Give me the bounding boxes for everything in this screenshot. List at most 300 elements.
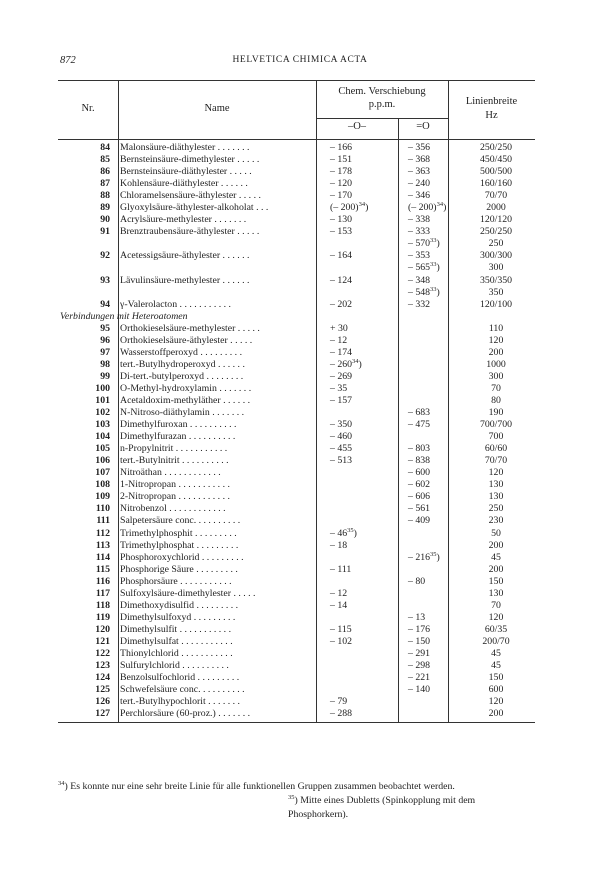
- table-row: [58, 455, 535, 467]
- compound-name: Glyoxylsäure-äthylester-alkoholat . . .: [120, 202, 269, 214]
- compound-name: n-Propylnitrit . . . . . . . . . . .: [120, 443, 228, 455]
- shift-eq-o-value: – 565: [408, 262, 431, 274]
- table-row: [58, 347, 535, 359]
- compound-number: 107: [95, 467, 110, 479]
- table-row: [58, 588, 535, 600]
- shift-eq-o-value: – 409: [408, 515, 431, 527]
- shift-eq-o-value: – 683: [408, 407, 431, 419]
- shift-o: [330, 323, 348, 335]
- shift-eq-o: [408, 226, 430, 238]
- table-row: [58, 648, 535, 660]
- shift-eq-o: [408, 503, 430, 515]
- footnote-ref-paren: ): [436, 238, 440, 250]
- linewidth: 200: [488, 563, 504, 575]
- linewidth: 70/70: [484, 455, 508, 467]
- linewidth: 60/35: [484, 623, 508, 635]
- linewidth: 120: [488, 467, 504, 479]
- compound-name: Acrylsäure-methylester . . . . . . .: [120, 214, 247, 226]
- shift-eq-o-value: – 356: [408, 142, 431, 153]
- compound-name: Dimethylsulfat . . . . . . . . . . .: [120, 635, 233, 647]
- linewidth: 70: [491, 382, 501, 394]
- linewidth: 45: [491, 647, 501, 659]
- compound-number: 106: [95, 455, 110, 467]
- linewidth: 500/500: [479, 166, 513, 178]
- table-row: [58, 383, 535, 395]
- compound-number: 87: [100, 178, 110, 190]
- table-row: [58, 672, 535, 684]
- shift-o-value: – 260: [330, 358, 353, 370]
- compound-name: Brenztraubensäure-äthylester . . . . .: [120, 226, 260, 238]
- shift-eq-o: [408, 612, 425, 624]
- compound-number: 103: [95, 419, 110, 431]
- compound-name: Lävulinsäure-methylester . . . . . .: [120, 274, 250, 286]
- section-row: [58, 311, 535, 323]
- shift-eq-o: [408, 262, 440, 274]
- table-row: [58, 552, 535, 564]
- shift-eq-o: [408, 479, 430, 491]
- shift-eq-o-value: – 150: [408, 635, 431, 647]
- compound-number: 94: [100, 298, 110, 310]
- footnote-text: ) Es konnte nur eine sehr breite Linie für alle funktionellen Gruppen zusammen beobachtet werden.: [64, 781, 455, 792]
- shift-o-value: – 14: [330, 599, 348, 611]
- table-row: [58, 178, 535, 190]
- header-linewidth: Linienbreite: [465, 96, 518, 107]
- shift-o-value: – 111: [330, 563, 352, 575]
- compound-name: tert.-Butylhydroperoxyd . . . . . .: [120, 358, 245, 370]
- shift-o-value: – 166: [330, 142, 353, 153]
- shift-o: [330, 178, 352, 190]
- compound-name: N-Nitroso-diäthylamin . . . . . . .: [120, 407, 245, 419]
- linewidth: 700/700: [479, 419, 513, 431]
- linewidth: 80: [491, 394, 501, 406]
- table-rows: [58, 140, 535, 722]
- shift-o-value: – 151: [330, 154, 353, 166]
- compound-number: 115: [95, 563, 110, 575]
- compound-name: Acetessigsäure-äthylester . . . . . .: [120, 250, 250, 262]
- table-row: [58, 395, 535, 407]
- compound-number: 113: [95, 539, 110, 551]
- header-linewidth-unit: Hz: [485, 110, 498, 121]
- shift-o: [330, 371, 352, 383]
- shift-eq-o: [408, 419, 430, 431]
- compound-number: 123: [95, 660, 110, 672]
- shift-o-value: – 269: [330, 370, 353, 382]
- shift-o: [330, 455, 352, 467]
- compound-number: 117: [95, 587, 110, 599]
- compound-name: Chloramelsensäure-äthylester . . . . .: [120, 190, 261, 202]
- footnote-ref: 35: [430, 550, 437, 558]
- table-row: [58, 708, 535, 720]
- footnote-ref: 33: [430, 285, 437, 293]
- shift-o: [330, 335, 347, 347]
- compound-name: Dimethylsulfoxyd . . . . . . . . .: [120, 611, 236, 623]
- linewidth: 50: [491, 527, 501, 539]
- compound-name: Dimethylfurazan . . . . . . . . . .: [120, 431, 236, 443]
- table-row: [58, 419, 535, 431]
- shift-o: [330, 347, 352, 359]
- shift-eq-o-value: – 140: [408, 684, 431, 696]
- linewidth: 230: [488, 515, 504, 527]
- footnote-mark: 34: [58, 780, 65, 787]
- compound-number: 120: [95, 623, 110, 635]
- shift-eq-o-value: – 221: [408, 672, 431, 684]
- compound-number: 96: [100, 334, 110, 346]
- shift-o-value: – 120: [330, 178, 353, 190]
- compound-number: 102: [95, 407, 110, 419]
- shift-o-value: – 170: [330, 190, 353, 202]
- compound-name: Kohlensäure-diäthylester . . . . . .: [120, 178, 248, 190]
- table-row: [58, 359, 535, 371]
- table-row: [58, 214, 535, 226]
- compound-name: Sulfurylchlorid . . . . . . . . . .: [120, 660, 229, 672]
- table-row: [58, 624, 535, 636]
- compound-number: 101: [95, 394, 110, 406]
- compound-number: 110: [95, 503, 110, 515]
- table-row: [58, 491, 535, 503]
- linewidth: 70: [491, 599, 501, 611]
- shift-eq-o-value: – 333: [408, 226, 431, 238]
- compound-name: Orthokieselsäure-äthylester . . . . .: [120, 334, 253, 346]
- table-row: [58, 528, 535, 540]
- linewidth: 600: [488, 684, 504, 696]
- shift-eq-o-value: – 570: [408, 238, 431, 250]
- shift-eq-o-value: – 548: [408, 286, 431, 298]
- footnote-ref-paren: ): [436, 262, 440, 274]
- shift-o-value: + 30: [330, 322, 348, 334]
- compound-name: 1-Nitropropan . . . . . . . . . . .: [120, 479, 230, 491]
- compound-number: 89: [100, 202, 110, 214]
- shift-o: [330, 696, 347, 708]
- compound-number: 126: [95, 696, 110, 708]
- table-row: [58, 275, 535, 287]
- shift-eq-o: [408, 202, 446, 214]
- table-row: [58, 467, 535, 479]
- shift-eq-o-value: – 13: [408, 611, 426, 623]
- linewidth: 350: [488, 286, 504, 298]
- shift-o-value: – 35: [330, 382, 348, 394]
- compound-number: 109: [95, 491, 110, 503]
- compound-name: O-Methyl-hydroxylamin . . . . . . .: [120, 382, 252, 394]
- shift-eq-o: [408, 154, 430, 166]
- footnote-ref-paren: ): [436, 551, 440, 563]
- table-row: [58, 142, 535, 154]
- footnote-ref-paren: ): [443, 202, 447, 214]
- table-row: [58, 299, 535, 311]
- compound-number: 122: [95, 647, 110, 659]
- compound-name: tert.-Butylnitrit . . . . . . . . . .: [120, 455, 229, 467]
- header-shift-unit: p.p.m.: [368, 99, 396, 110]
- shift-o-value: – 46: [330, 527, 348, 539]
- shift-eq-o: [408, 684, 430, 696]
- compound-name: Phosphorige Säure . . . . . . . . .: [120, 563, 238, 575]
- linewidth: 1000: [486, 358, 506, 370]
- compound-name: Dimethoxydisulfid . . . . . . . . .: [120, 599, 239, 611]
- compound-name: Bernsteinsäure-diäthylester . . . . .: [120, 166, 252, 178]
- shift-eq-o-value: – 80: [408, 575, 426, 587]
- compound-name: Schwefelsäure conc. . . . . . . . . .: [120, 684, 245, 696]
- linewidth: 300: [488, 262, 504, 274]
- shift-eq-o-value: – 176: [408, 623, 431, 635]
- shift-eq-o-value: – 240: [408, 178, 431, 190]
- compound-name: Perchlorsäure (60-proz.) . . . . . . .: [120, 708, 251, 720]
- table-row: [58, 250, 535, 262]
- shift-eq-o-value: – 561: [408, 503, 431, 515]
- compound-number: 112: [95, 527, 110, 539]
- shift-o: [330, 588, 347, 600]
- compound-number: 99: [100, 370, 110, 382]
- shift-o: [330, 275, 352, 287]
- shift-o-value: – 202: [330, 298, 353, 310]
- compound-name: Salpetersäure conc. . . . . . . . . .: [120, 515, 241, 527]
- compound-number: 97: [100, 346, 110, 358]
- compound-name: γ-Valerolacton . . . . . . . . . . .: [120, 298, 231, 310]
- table-row: [58, 443, 535, 455]
- table-body: [58, 140, 535, 723]
- compound-name: Dimethylsulfit . . . . . . . . . . .: [120, 623, 232, 635]
- shift-eq-o-value: – 353: [408, 250, 431, 262]
- shift-eq-o: [408, 214, 430, 226]
- linewidth: 120: [488, 696, 504, 708]
- table-row: [58, 238, 535, 250]
- linewidth: 190: [488, 407, 504, 419]
- linewidth: 250/250: [479, 142, 513, 153]
- shift-eq-o-value: – 346: [408, 190, 431, 202]
- compound-number: 108: [95, 479, 110, 491]
- shift-o: [330, 636, 352, 648]
- table-row: [58, 262, 535, 274]
- shift-eq-o-value: – 803: [408, 443, 431, 455]
- table-row: [58, 515, 535, 527]
- shift-o-value: – 130: [330, 214, 353, 226]
- shift-o: [330, 624, 352, 636]
- linewidth: 250: [488, 238, 504, 250]
- table-row: [58, 503, 535, 515]
- header-shift-o: –O–: [347, 121, 367, 132]
- linewidth: 60/60: [484, 443, 508, 455]
- compound-name: Di-tert.-butylperoxyd . . . . . . . .: [120, 370, 244, 382]
- compound-name: Trimethylphosphit . . . . . . . . .: [120, 527, 237, 539]
- table-row: [58, 154, 535, 166]
- footnote-text: ) Mitte eines Dubletts (Spinkopplung mit dem Phosphorkern).: [288, 795, 476, 820]
- compound-number: 114: [95, 551, 110, 563]
- shift-o: [330, 202, 368, 214]
- shift-eq-o: [408, 190, 430, 202]
- compound-number: 95: [100, 322, 110, 334]
- shift-o: [330, 299, 352, 311]
- linewidth: 45: [491, 660, 501, 672]
- linewidth: 700: [488, 431, 504, 443]
- table-row: [58, 684, 535, 696]
- shift-eq-o: [408, 576, 425, 588]
- table-header: [58, 80, 535, 140]
- shift-eq-o: [408, 238, 440, 250]
- shift-o-value: – 115: [330, 623, 352, 635]
- footnote-ref-paren: ): [365, 202, 369, 214]
- compound-number: 92: [100, 250, 110, 262]
- shift-eq-o-value: – 348: [408, 274, 431, 286]
- header-nr: Nr.: [81, 103, 95, 114]
- compound-number: 93: [100, 274, 110, 286]
- table-row: [58, 612, 535, 624]
- compound-name: Wasserstoffperoxyd . . . . . . . . .: [120, 346, 243, 358]
- shift-eq-o: [408, 287, 440, 299]
- linewidth: 2000: [486, 202, 506, 214]
- shift-o: [330, 250, 352, 262]
- linewidth: 450/450: [479, 154, 513, 166]
- linewidth: 350/350: [479, 274, 513, 286]
- table-row: [58, 660, 535, 672]
- shift-table: [58, 80, 535, 723]
- shift-o: [330, 540, 347, 552]
- linewidth: 120/120: [479, 214, 513, 226]
- linewidth: 300/300: [479, 250, 513, 262]
- linewidth: 250: [488, 503, 504, 515]
- shift-o-value: – 157: [330, 394, 353, 406]
- shift-o: [330, 528, 357, 540]
- shift-eq-o: [408, 166, 430, 178]
- shift-o: [330, 443, 352, 455]
- table-row: [58, 600, 535, 612]
- shift-eq-o-value: – 338: [408, 214, 431, 226]
- table-row: [58, 190, 535, 202]
- shift-eq-o-value: – 475: [408, 419, 431, 431]
- shift-eq-o: [408, 178, 430, 190]
- linewidth: 200: [488, 539, 504, 551]
- compound-number: 104: [95, 431, 110, 443]
- compound-name: Dimethylfuroxan . . . . . . . . . .: [120, 419, 237, 431]
- page-number: 872: [60, 55, 76, 66]
- shift-eq-o-value: – 606: [408, 491, 431, 503]
- linewidth: 120/100: [479, 298, 513, 310]
- shift-eq-o-value: – 368: [408, 154, 431, 166]
- compound-number: 105: [95, 443, 110, 455]
- journal-title: HELVETICA CHIMICA ACTA: [232, 55, 368, 65]
- footnote-ref: 34: [436, 201, 444, 209]
- table-row: [58, 202, 535, 214]
- shift-o-value: – 153: [330, 226, 353, 238]
- footnote-ref-paren: ): [353, 527, 357, 539]
- shift-o: [330, 226, 352, 238]
- compound-number: 118: [95, 599, 110, 611]
- header-shift: Chem. Verschiebung: [338, 86, 426, 97]
- linewidth: 120: [488, 611, 504, 623]
- shift-eq-o: [408, 624, 430, 636]
- footnote-ref: 35: [347, 526, 354, 534]
- shift-o-value: – 174: [330, 346, 353, 358]
- compound-number: 127: [95, 708, 110, 720]
- table-row: [58, 323, 535, 335]
- compound-number: 124: [95, 672, 110, 684]
- table-row: [58, 636, 535, 648]
- table-row: [58, 226, 535, 238]
- shift-eq-o: [408, 467, 430, 479]
- compound-name: tert.-Butylhypochlorit . . . . . . .: [120, 696, 240, 708]
- shift-o-value: – 460: [330, 431, 353, 443]
- table-row: [58, 287, 535, 299]
- header-name: Name: [204, 103, 230, 114]
- shift-eq-o-value: – 291: [408, 647, 431, 659]
- compound-number: 91: [100, 226, 110, 238]
- compound-name: Nitroäthan . . . . . . . . . . . .: [120, 467, 221, 479]
- compound-number: 98: [100, 358, 110, 370]
- shift-o: [330, 154, 352, 166]
- shift-eq-o: [408, 552, 440, 564]
- section-heading: Verbindungen mit Heteroatomen: [60, 310, 188, 322]
- shift-eq-o: [408, 515, 430, 527]
- shift-eq-o: [408, 299, 430, 311]
- compound-number: 116: [95, 575, 110, 587]
- linewidth: 150: [488, 672, 504, 684]
- footnote-ref: 33: [430, 261, 437, 269]
- linewidth: 120: [488, 334, 504, 346]
- shift-o-value: – 178: [330, 166, 353, 178]
- shift-o: [330, 419, 352, 431]
- linewidth: 110: [488, 322, 504, 334]
- table-row: [58, 540, 535, 552]
- shift-eq-o: [408, 660, 430, 672]
- shift-o: [330, 190, 352, 202]
- table-row: [58, 479, 535, 491]
- compound-number: 86: [100, 166, 110, 178]
- table-row: [58, 335, 535, 347]
- shift-o-value: – 102: [330, 635, 353, 647]
- shift-eq-o: [408, 142, 430, 154]
- compound-name: Bernsteinsäure-dimethylester . . . . .: [120, 154, 260, 166]
- linewidth: 45: [491, 551, 501, 563]
- compound-name: Nitrobenzol . . . . . . . . . . . .: [120, 503, 226, 515]
- compound-number: 121: [95, 635, 110, 647]
- shift-o: [330, 708, 352, 720]
- footnote-35: [58, 794, 536, 822]
- linewidth: 160/160: [479, 178, 513, 190]
- linewidth: 130: [488, 491, 504, 503]
- shift-eq-o-value: – 298: [408, 660, 431, 672]
- shift-o: [330, 600, 347, 612]
- compound-name: Phosphorsäure . . . . . . . . . . .: [120, 575, 232, 587]
- shift-o-value: – 12: [330, 334, 348, 346]
- shift-eq-o: [408, 250, 430, 262]
- shift-o: [330, 395, 352, 407]
- linewidth: 70/70: [484, 190, 508, 202]
- table-row: [58, 371, 535, 383]
- shift-eq-o-value: – 216: [408, 551, 431, 563]
- shift-eq-o: [408, 407, 430, 419]
- footnote-ref-paren: ): [358, 358, 362, 370]
- linewidth: 250/250: [479, 226, 513, 238]
- compound-name: 2-Nitropropan . . . . . . . . . . .: [120, 491, 230, 503]
- footnote-ref: 34: [352, 357, 359, 365]
- shift-eq-o-value: (– 200): [408, 202, 437, 214]
- table-row: [58, 696, 535, 708]
- shift-eq-o-value: – 363: [408, 166, 431, 178]
- shift-o-value: – 288: [330, 708, 353, 720]
- compound-number: 84: [100, 142, 110, 153]
- linewidth: 200: [488, 708, 504, 720]
- linewidth: 150: [488, 575, 504, 587]
- compound-number: 119: [95, 611, 110, 623]
- table-row: [58, 166, 535, 178]
- compound-name: Malonsäure-diäthylester . . . . . . .: [120, 142, 250, 153]
- shift-eq-o-value: – 332: [408, 298, 431, 310]
- shift-eq-o-value: – 602: [408, 479, 431, 491]
- compound-name: Benzolsulfochlorid . . . . . . . . .: [120, 672, 240, 684]
- shift-eq-o: [408, 636, 430, 648]
- shift-eq-o: [408, 672, 430, 684]
- table-row: [58, 564, 535, 576]
- shift-eq-o: [408, 491, 430, 503]
- table-row: [58, 431, 535, 443]
- shift-eq-o-value: – 838: [408, 455, 431, 467]
